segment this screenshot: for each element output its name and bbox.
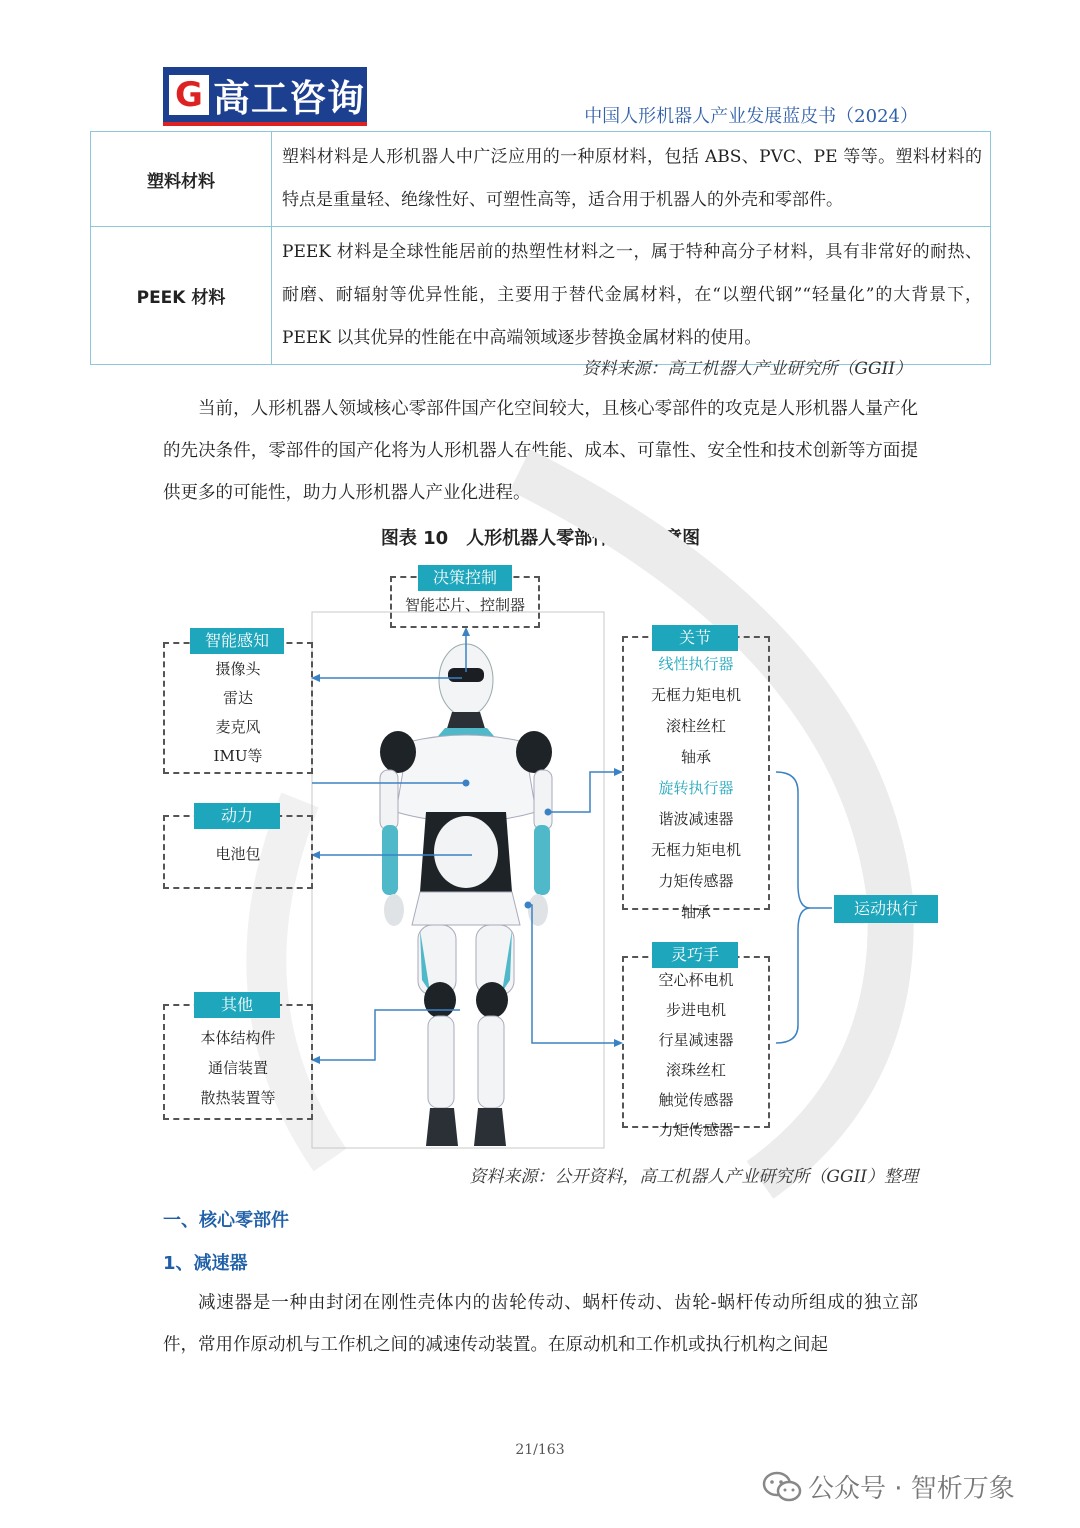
list-item: 麦克风 [215, 718, 261, 736]
document-title: 中国人形机器人产业发展蓝皮书（2024） [584, 106, 918, 127]
material-name: 塑料材料 [91, 132, 272, 227]
list-item: 散热装置等 [200, 1089, 276, 1107]
intro-paragraph: 当前，人形机器人领域核心零部件国产化空间较大，且核心零部件的攻克是人形机器人量产化的先决条件，零部件的国产化将为人形机器人在性能、成本、可靠性、安全性和技术创新等方面提供更多的可能性，助力人形机器人产业化进程。 [163, 399, 918, 503]
power-tag: 动力 [194, 803, 280, 829]
joint-tag: 关节 [652, 625, 738, 651]
body-paragraph: 减速器是一种由封闭在刚性壳体内的齿轮传动、蜗杆传动、齿轮-蜗杆传动所组成的独立部件，常用作原动机与工作机之间的减速传动装置。在原动机和工作机或执行机构之间起 [163, 1293, 918, 1355]
list-item: 力矩传感器 [658, 872, 734, 890]
list-item: 滚珠丝杠 [665, 1061, 726, 1079]
wechat-watermark [762, 1468, 1015, 1505]
list-item: 空心杯电机 [658, 971, 734, 989]
list-item: 谐波减速器 [658, 810, 734, 828]
list-item: 滚柱丝杠 [665, 717, 726, 735]
list-item: 电池包 [215, 845, 261, 863]
list-item: 行星减速器 [658, 1031, 734, 1049]
list-item: 雷达 [222, 689, 253, 707]
list-item: 旋转执行器 [658, 779, 734, 797]
page-number: 21/163 [515, 1442, 565, 1458]
dexterous-hand-list [622, 969, 770, 1140]
list-item: 线性执行器 [658, 655, 734, 673]
joint-list [622, 653, 770, 922]
figure-source: 资料来源：公开资料，高工机器人产业研究所（GGII）整理 [469, 1167, 918, 1187]
list-item: 轴承 [680, 903, 711, 921]
figure-title: 图表 10 人形机器人零部件应用示意图 [380, 528, 701, 549]
logo-text: 高工咨询 [213, 76, 365, 120]
decision-control-item: 智能芯片、控制器 [404, 596, 525, 614]
dexterous-hand-tag: 灵巧手 [652, 942, 738, 968]
decision-control-tag: 决策控制 [418, 565, 512, 591]
robot-illustration [380, 644, 552, 1146]
list-item: 触觉传感器 [658, 1091, 734, 1109]
wechat-icon [762, 1470, 802, 1504]
list-item: 轴承 [680, 748, 711, 766]
table-source: 资料来源：高工机器人产业研究所（GGII） [582, 359, 912, 379]
perception-list [163, 658, 313, 766]
list-item: 步进电机 [665, 1001, 726, 1019]
list-item: 无框力矩电机 [650, 841, 741, 859]
list-item: 本体结构件 [200, 1029, 276, 1047]
list-item: 无框力矩电机 [650, 686, 741, 704]
subsection-heading: 1、减速器 [163, 1253, 248, 1274]
material-description: PEEK 材料是全球性能居前的热塑性材料之一，属于特种高分子材料，具有非常好的耐热、耐磨、耐辐射等优异性能，主要用于替代金属材料，在“以塑代钢”“轻量化”的大背景下，PEEK 以其优异的性能在中高端领域逐步替换金属材料的使用。 [272, 227, 991, 365]
list-item: 摄像头 [215, 660, 261, 678]
material-description: 塑料材料是人形机器人中广泛应用的一种原材料，包括 ABS、PVC、PE 等等。塑料材料的特点是重量轻、绝缘性好、可塑性高等，适合用于机器人的外壳和零部件。 [272, 132, 991, 227]
motion-execution-tag: 运动执行 [834, 895, 938, 923]
perception-tag: 智能感知 [190, 628, 284, 654]
list-item: 通信装置 [207, 1059, 268, 1077]
other-list [163, 1027, 313, 1108]
material-name: PEEK 材料 [91, 227, 272, 365]
list-item: 力矩传感器 [658, 1121, 734, 1139]
list-item: IMU等 [213, 747, 263, 765]
logo-mark: G [169, 75, 209, 115]
other-tag: 其他 [194, 992, 280, 1018]
section-heading: 一、核心零部件 [163, 1210, 289, 1231]
wechat-account: 公众号 · 智析万象 [808, 1474, 1015, 1504]
